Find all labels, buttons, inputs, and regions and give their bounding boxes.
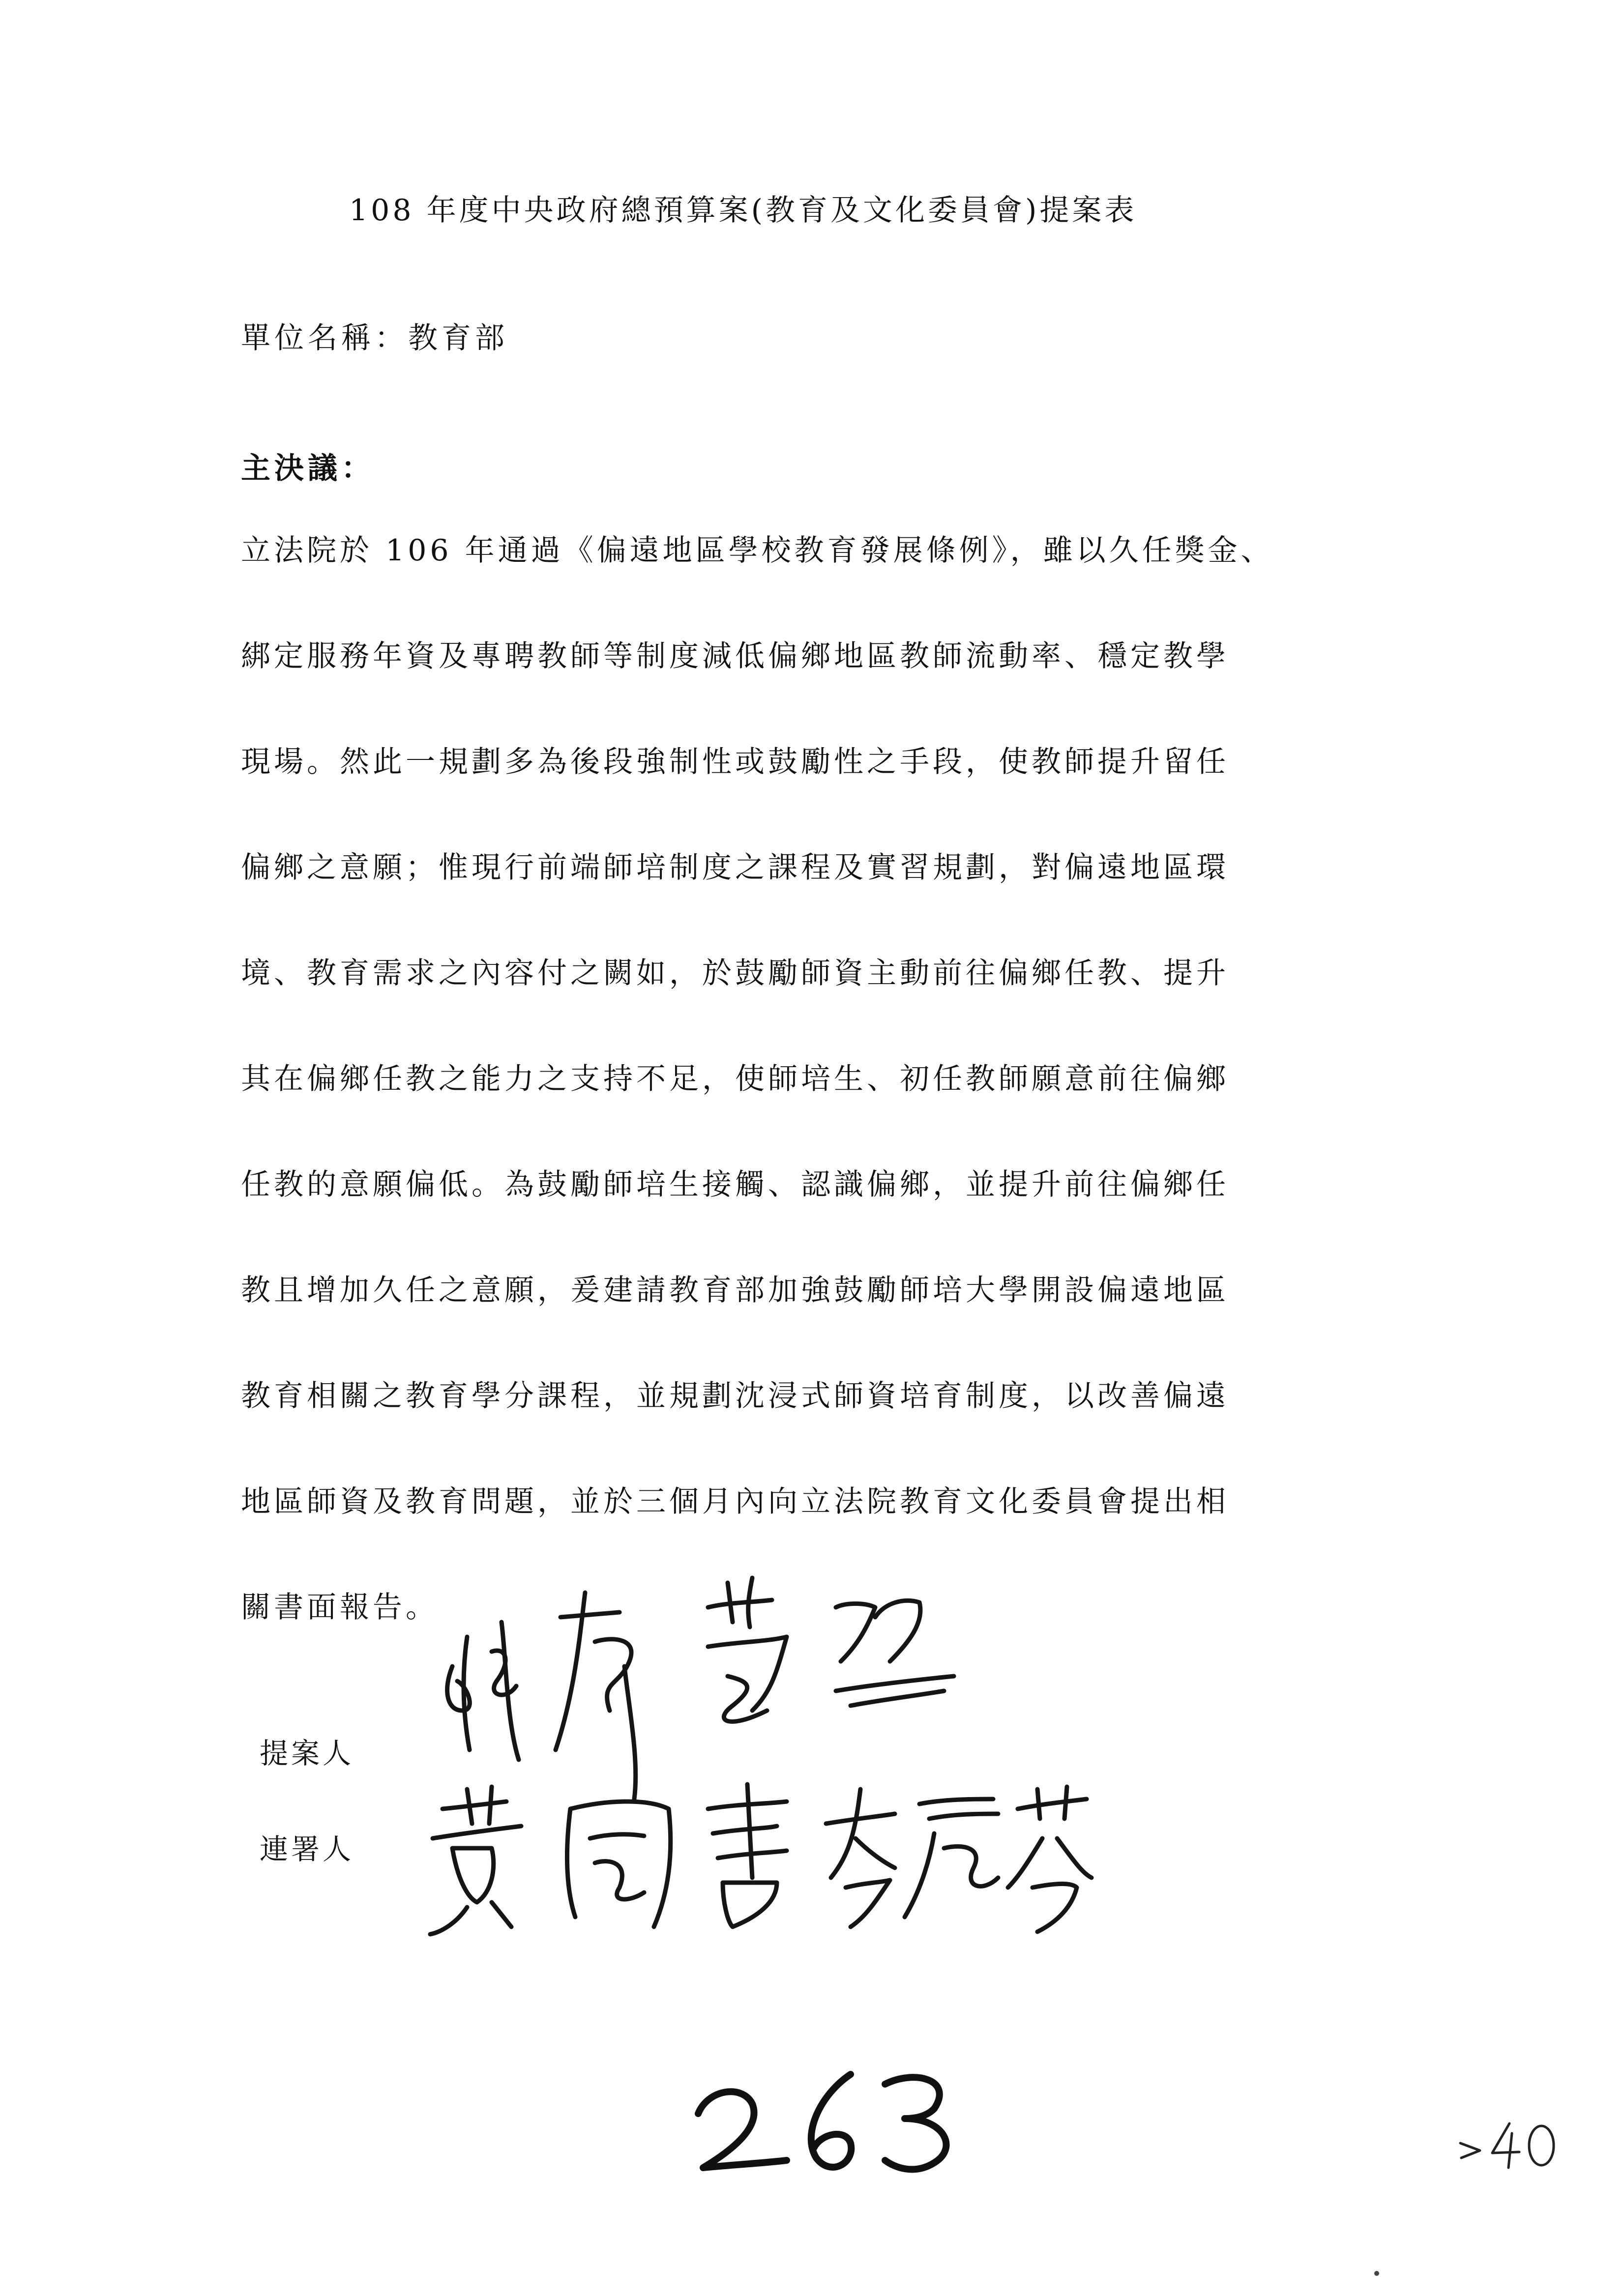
section-heading: 主決議： <box>241 451 375 486</box>
body-line: 立法院於 106 年通過《偏遠地區學校教育發展條例》，雖以久任獎金、 <box>241 533 1274 568</box>
body-line: 教育相關之教育學分課程，並規劃沈浸式師資培育制度，以改善偏遠 <box>241 1379 1229 1413</box>
cosigner-signatures <box>423 1779 1096 1942</box>
unit-name: 單位名稱：教育部 <box>241 321 508 355</box>
document-title: 108 年度中央政府總預算案(教育及文化委員會)提案表 <box>349 193 1137 228</box>
handwritten-page-number <box>688 2055 964 2187</box>
body-line: 現場。然此一規劃多為後段強制性或鼓勵性之手段，使教師提升留任 <box>241 745 1229 779</box>
body-line: 其在偏鄉任教之能力之支持不足，使師培生、初任教師願意前往偏鄉 <box>241 1062 1229 1096</box>
body-line: 綁定服務年資及專聘教師等制度減低偏鄉地區教師流動率、穩定教學 <box>241 639 1229 673</box>
margin-mark <box>1455 2114 1564 2173</box>
body-line: 教且增加久任之意願，爰建請教育部加強鼓勵師培大學開設偏遠地區 <box>241 1273 1229 1308</box>
scan-speck <box>1374 2271 1379 2276</box>
cosigner-label: 連署人 <box>260 1832 354 1866</box>
proposer-label: 提案人 <box>260 1737 354 1770</box>
body-line: 地區師資及教育問題，並於三個月內向立法院教育文化委員會提出相 <box>241 1484 1229 1519</box>
body-line: 偏鄉之意願；惟現行前端師培制度之課程及實習規劃，對偏遠地區環 <box>241 850 1229 885</box>
body-line: 關書面報告。 <box>241 1590 439 1625</box>
resolution-body <box>241 533 1411 1698</box>
body-line: 任教的意願偏低。為鼓勵師培生接觸、認識偏鄉，並提升前往偏鄉任 <box>241 1167 1229 1202</box>
body-line: 境、教育需求之內容付之闕如，於鼓勵師資主動前往偏鄉任教、提升 <box>241 956 1229 990</box>
